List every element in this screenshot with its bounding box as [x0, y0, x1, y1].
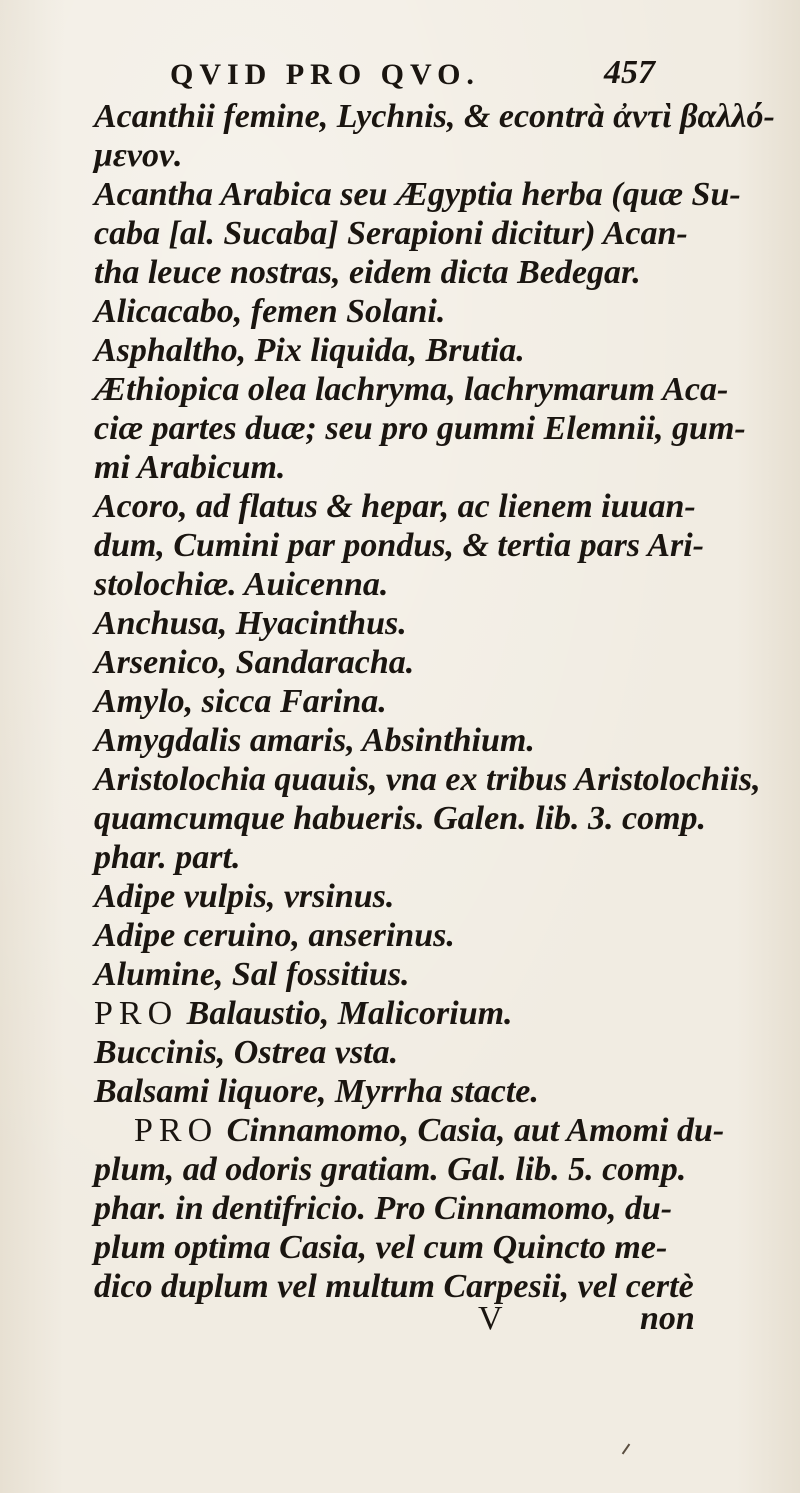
text-line: Buccinis, Ostrea vsta. [94, 1034, 399, 1071]
text-line: Alicacabo, femen Solani. [94, 293, 446, 330]
text-line: Adipe ceruino, anserinus. [94, 917, 455, 954]
text-line: phar. part. [94, 839, 241, 876]
text-line: Adipe vulpis, vrsinus. [94, 878, 395, 915]
pro-label: PRO [134, 1112, 219, 1149]
text-line [94, 997, 513, 1031]
text-line: Acoro, ad flatus & hepar, ac lienem iuuan- [94, 488, 696, 525]
text-line: Aristolochia quauis, vna ex tribus Aristolochiis, [94, 761, 761, 798]
text-line: caba [al. Sucaba] Serapioni dicitur) Acan- [94, 215, 688, 252]
text-line: Acanthii femine, Lychnis, & econtrà ἀντὶ βαλλό- [94, 98, 775, 135]
text-line: tha leuce nostras, eidem dicta Bedegar. [94, 254, 641, 291]
text-line: Amygdalis amaris, Absinthium. [94, 722, 535, 759]
text-line: dico duplum vel multum Carpesii, vel certè [94, 1268, 694, 1305]
text-line: Æthiopica olea lachryma, lachrymarum Aca- [94, 371, 729, 408]
text-line: quamcumque habueris. Galen. lib. 3. comp. [94, 800, 707, 837]
text-line: dum, Cumini par pondus, & tertia pars Ari- [94, 527, 704, 564]
pro-label: PRO [94, 995, 179, 1032]
text-line: mi Arabicum. [94, 449, 286, 486]
text-line: Amylo, sicca Farina. [94, 683, 387, 720]
text-line: ciæ partes duæ; seu pro gummi Elemnii, gum- [94, 410, 746, 447]
signature-mark: V [478, 1300, 503, 1337]
text-line: Arsenico, Sandaracha. [94, 644, 415, 681]
text-line: Acantha Arabica seu Ægyptia herba (quæ Su- [94, 176, 741, 213]
text-line: Alumine, Sal fossitius. [94, 956, 410, 993]
entry-text: Balaustio, Malicorium. [186, 995, 513, 1032]
running-head: QVID PRO QVO. [170, 58, 480, 91]
catchword: non [640, 1300, 695, 1337]
page-header [0, 54, 800, 98]
text-line: phar. in dentifricio. Pro Cinnamomo, du- [94, 1190, 673, 1227]
text-line: plum, ad odoris gratiam. Gal. lib. 5. comp. [94, 1151, 687, 1188]
page-number: 457 [604, 54, 655, 91]
text-line: Asphaltho, Pix liquida, Brutia. [94, 332, 525, 369]
text-line: μενον. [94, 137, 183, 174]
text-line: plum optima Casia, vel cum Quincto me- [94, 1229, 668, 1266]
ink-mark [622, 1444, 631, 1455]
entry-text: Cinnamomo, Casia, aut Amomi du- [226, 1112, 725, 1149]
text-line: stolochiæ. Auicenna. [94, 566, 389, 603]
text-line: Balsami liquore, Myrrha stacte. [94, 1073, 539, 1110]
text-line: Anchusa, Hyacinthus. [94, 605, 407, 642]
text-line [134, 1114, 724, 1148]
